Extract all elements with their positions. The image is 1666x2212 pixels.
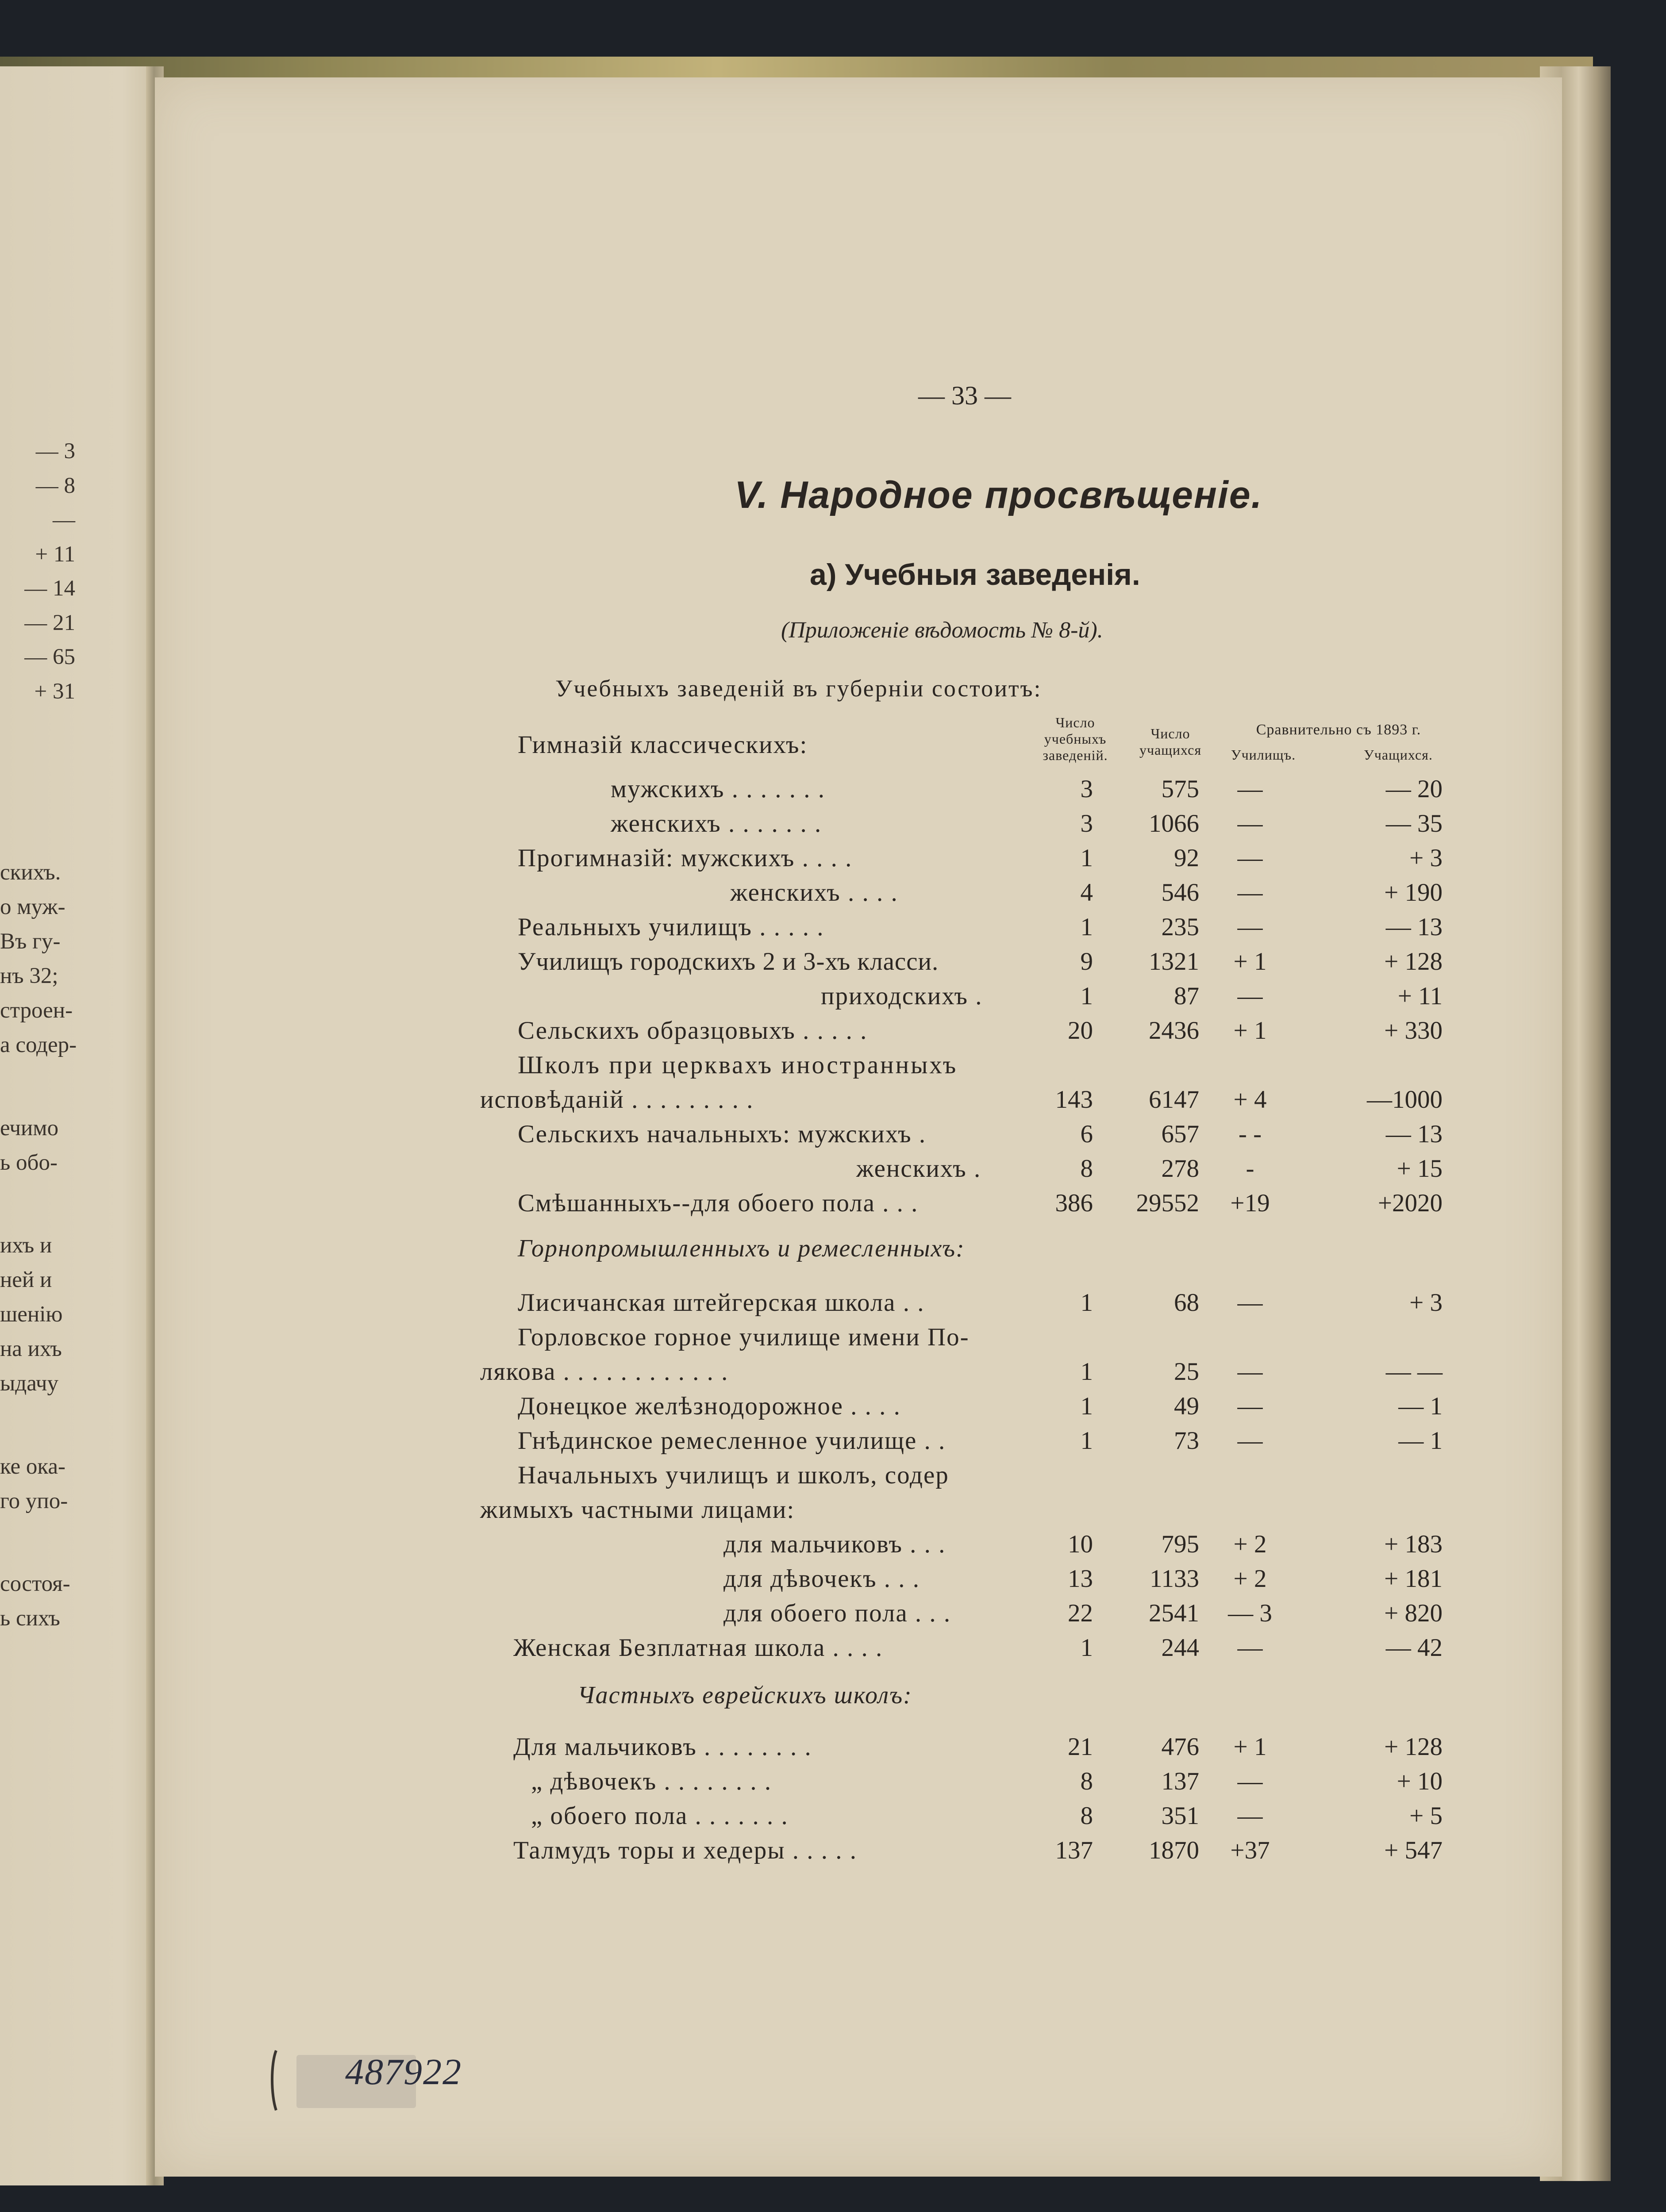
row-label: для дѣвочекъ . . .: [723, 1565, 920, 1593]
table-row: [0, 1562, 1666, 1596]
value-compare-students: + 3: [1409, 844, 1443, 872]
value-institutions: 8: [1080, 1155, 1093, 1183]
value-institutions: 22: [1068, 1599, 1093, 1627]
value-compare-institutions: —: [1237, 879, 1263, 906]
value-institutions: 1: [1080, 1634, 1093, 1662]
value-compare-students: + 5: [1409, 1802, 1443, 1830]
section-heading-jewish: Частныхъ еврейскихъ школъ:: [577, 1682, 912, 1709]
left-fragment: скихъ.: [0, 860, 61, 885]
subsection-title: а) Учебныя заведенія.: [810, 558, 1140, 591]
row-label: Гимназій классическихъ:: [518, 731, 808, 759]
row-label: жимыхъ частными лицами:: [480, 1496, 795, 1524]
value-students: 278: [1161, 1155, 1199, 1183]
value-institutions: 6: [1080, 1120, 1093, 1148]
row-label: мужскихъ . . . . . . .: [611, 775, 825, 803]
left-number: — 65: [24, 645, 75, 669]
value-institutions: 1: [1080, 1392, 1093, 1420]
table-row: [0, 806, 1666, 841]
table-row: [0, 1596, 1666, 1631]
table-row: [0, 1527, 1666, 1562]
value-students: 1321: [1149, 948, 1199, 975]
value-institutions: 386: [1055, 1189, 1093, 1217]
row-label: женскихъ . . . . . . .: [611, 810, 822, 837]
left-fragment: строен-: [0, 998, 73, 1023]
column-header-comparison-inst: Училищъ.: [1231, 747, 1296, 763]
row-label: Гнѣдинское ремесленное училище . .: [518, 1427, 946, 1455]
row-label: Реальныхъ училищъ . . . . .: [518, 913, 824, 941]
table-row: [0, 1730, 1666, 1764]
value-compare-institutions: -: [1246, 1155, 1254, 1183]
left-number: + 11: [35, 542, 75, 567]
value-students: 87: [1174, 982, 1199, 1010]
value-students: 25: [1174, 1358, 1199, 1386]
value-students: 6147: [1149, 1086, 1199, 1114]
page-number: — 33 —: [918, 381, 1011, 410]
value-compare-students: + 183: [1384, 1530, 1443, 1558]
value-compare-students: + 128: [1384, 948, 1443, 975]
table-row: [0, 1286, 1666, 1320]
left-fragment: ыдачу: [0, 1371, 58, 1396]
value-compare-institutions: —: [1237, 810, 1263, 837]
value-compare-institutions: + 2: [1233, 1565, 1267, 1593]
left-number: — 3: [35, 439, 75, 464]
left-fragment: го упо-: [0, 1489, 68, 1513]
row-label: Сельскихъ начальныхъ: мужскихъ .: [518, 1120, 927, 1148]
value-students: 1066: [1149, 810, 1199, 837]
left-number: — 8: [35, 473, 75, 498]
table-row: [0, 1764, 1666, 1799]
value-students: 137: [1161, 1767, 1199, 1795]
left-fragment: ке ока-: [0, 1454, 66, 1479]
table-row: [0, 1152, 1666, 1186]
value-compare-students: + 190: [1384, 879, 1443, 906]
value-students: 73: [1174, 1427, 1199, 1455]
table-row: [0, 1493, 1666, 1527]
value-compare-students: — 35: [1385, 810, 1443, 837]
value-compare-students: + 128: [1384, 1733, 1443, 1761]
table-row: [0, 1833, 1666, 1868]
column-header-institutions: Число учебныхъ заведеній.: [1043, 714, 1108, 763]
table-row: [0, 728, 1666, 762]
table-row: [0, 841, 1666, 876]
table-row: [0, 979, 1666, 1014]
left-fragment: нъ 32;: [0, 964, 58, 988]
value-compare-institutions: —: [1237, 982, 1263, 1010]
value-compare-institutions: —: [1237, 1392, 1263, 1420]
value-students: 546: [1161, 879, 1199, 906]
value-compare-students: — 20: [1385, 775, 1443, 803]
left-fragment: ней и: [0, 1267, 52, 1292]
row-label: для обоего пола . . .: [723, 1599, 951, 1627]
row-label: лякова . . . . . . . . . . . .: [480, 1358, 729, 1386]
value-students: 235: [1161, 913, 1199, 941]
value-institutions: 1: [1080, 1427, 1093, 1455]
value-compare-students: + 181: [1384, 1565, 1443, 1593]
value-institutions: 21: [1068, 1733, 1093, 1761]
stamp-number: 487922: [345, 2051, 462, 2093]
row-label: Училищъ городскихъ 2 и 3-хъ класси.: [518, 948, 939, 975]
value-compare-students: + 15: [1397, 1155, 1443, 1183]
value-students: 2541: [1149, 1599, 1199, 1627]
value-institutions: 1: [1080, 844, 1093, 872]
row-label: приходскихъ .: [821, 982, 983, 1010]
value-students: 2436: [1149, 1017, 1199, 1045]
column-header-comparison: Сравнительно съ 1893 г.: [1256, 722, 1421, 738]
value-institutions: 1: [1080, 982, 1093, 1010]
value-compare-institutions: + 1: [1233, 948, 1267, 975]
value-institutions: 9: [1080, 948, 1093, 975]
value-institutions: 143: [1055, 1086, 1093, 1114]
stamp-bracket: [270, 2046, 279, 2112]
value-students: 657: [1161, 1120, 1199, 1148]
value-institutions: 3: [1080, 775, 1093, 803]
value-students: 49: [1174, 1392, 1199, 1420]
left-fragment: ь обо-: [0, 1150, 58, 1175]
value-students: 1133: [1150, 1565, 1199, 1593]
value-students: 92: [1174, 844, 1199, 872]
left-fragment: Въ гу-: [0, 929, 61, 954]
row-label: Лисичанская штейгерская школа . .: [518, 1289, 925, 1317]
left-fragment: шенію: [0, 1302, 63, 1327]
value-compare-institutions: —: [1237, 1802, 1263, 1830]
left-fragment: ь сихъ: [0, 1606, 60, 1631]
row-label: исповѣданій . . . . . . . . .: [480, 1086, 754, 1114]
value-compare-institutions: — 3: [1228, 1599, 1272, 1627]
value-institutions: 1: [1080, 1358, 1093, 1386]
value-compare-institutions: —: [1237, 913, 1263, 941]
section-title: V. Народное просвѣщеніе.: [735, 474, 1263, 516]
table-row: [0, 1799, 1666, 1833]
value-institutions: 3: [1080, 810, 1093, 837]
value-compare-students: + 3: [1409, 1289, 1443, 1317]
row-label: Сельскихъ образцовыхъ . . . . .: [518, 1017, 868, 1045]
table-row: [0, 1048, 1666, 1083]
left-fragment: ихъ и: [0, 1233, 52, 1258]
row-label: женскихъ . . . .: [730, 879, 898, 906]
value-compare-institutions: —: [1237, 775, 1263, 803]
value-compare-students: +2020: [1377, 1189, 1443, 1217]
table-row: [0, 1117, 1666, 1152]
row-label: Прогимназій: мужскихъ . . . .: [518, 844, 853, 872]
table-row: [0, 1631, 1666, 1665]
value-students: 476: [1161, 1733, 1199, 1761]
value-students: 68: [1174, 1289, 1199, 1317]
left-fragment: а содер-: [0, 1033, 77, 1057]
value-compare-students: — 13: [1385, 1120, 1443, 1148]
value-students: 575: [1161, 775, 1199, 803]
value-students: 351: [1161, 1802, 1199, 1830]
value-compare-students: — 13: [1385, 913, 1443, 941]
section-heading-mining: Горнопромышленныхъ и ремесленныхъ:: [518, 1235, 965, 1262]
table-row: [0, 1014, 1666, 1048]
table-row: [0, 1458, 1666, 1493]
value-institutions: 4: [1080, 879, 1093, 906]
value-compare-students: + 820: [1384, 1599, 1443, 1627]
library-stamp: [270, 2046, 518, 2112]
row-label: „ дѣвочекъ . . . . . . . .: [531, 1767, 772, 1795]
value-students: 244: [1161, 1634, 1199, 1662]
value-compare-institutions: —: [1237, 1767, 1263, 1795]
left-fragment: ечимо: [0, 1116, 59, 1141]
value-institutions: 20: [1068, 1017, 1093, 1045]
table-row: [0, 1424, 1666, 1458]
value-compare-students: — 1: [1398, 1392, 1443, 1420]
table-row: [0, 910, 1666, 945]
value-compare-students: + 10: [1397, 1767, 1443, 1795]
value-compare-students: — —: [1385, 1358, 1443, 1386]
table-row: [0, 772, 1666, 806]
value-institutions: 137: [1055, 1836, 1093, 1864]
table-row: [0, 1320, 1666, 1355]
row-label: женскихъ .: [856, 1155, 981, 1183]
value-institutions: 1: [1080, 1289, 1093, 1317]
left-fragment: состоя-: [0, 1571, 70, 1596]
value-institutions: 10: [1068, 1530, 1093, 1558]
row-label: Школъ при церквахъ иностранныхъ: [518, 1051, 958, 1079]
value-institutions: 8: [1080, 1767, 1093, 1795]
left-number: — 14: [24, 576, 75, 601]
table-row: [0, 945, 1666, 979]
value-institutions: 13: [1068, 1565, 1093, 1593]
table-row: [0, 1355, 1666, 1389]
row-label: Талмудъ торы и хедеры . . . . .: [513, 1836, 858, 1864]
value-students: 795: [1161, 1530, 1199, 1558]
row-label: „ обоего пола . . . . . . .: [531, 1802, 789, 1830]
value-students: 1870: [1149, 1836, 1199, 1864]
value-compare-institutions: + 1: [1233, 1017, 1267, 1045]
row-label: Для мальчиковъ . . . . . . . .: [513, 1733, 812, 1761]
value-compare-institutions: - -: [1238, 1120, 1262, 1148]
row-label: Донецкое желѣзнодорожное . . . .: [518, 1392, 901, 1420]
value-compare-institutions: —: [1237, 1634, 1263, 1662]
left-number: —: [53, 507, 75, 532]
row-label: Женская Безплатная школа . . . .: [513, 1634, 883, 1662]
value-compare-students: — 1: [1398, 1427, 1443, 1455]
value-compare-students: + 330: [1384, 1017, 1443, 1045]
value-compare-institutions: + 1: [1233, 1733, 1267, 1761]
left-fragment: на ихъ: [0, 1336, 62, 1361]
left-fragment: о муж-: [0, 895, 65, 919]
table-row: [0, 876, 1666, 910]
row-label: для мальчиковъ . . .: [723, 1530, 946, 1558]
row-label: Смѣшанныхъ--для обоего пола . . .: [518, 1189, 919, 1217]
row-label: Горловское горное училище имени По-: [518, 1323, 970, 1351]
table-row: [0, 1389, 1666, 1424]
value-compare-institutions: + 4: [1233, 1086, 1267, 1114]
intro-text: Учебныхъ заведеній въ губерніи состоитъ:: [555, 675, 1042, 702]
value-compare-institutions: —: [1237, 1427, 1263, 1455]
left-number: + 31: [34, 679, 75, 704]
table-row: [0, 1186, 1666, 1221]
value-compare-students: + 547: [1384, 1836, 1443, 1864]
row-label: Начальныхъ училищъ и школъ, содер: [518, 1461, 949, 1489]
value-compare-students: — 42: [1385, 1634, 1443, 1662]
value-compare-students: + 11: [1397, 982, 1443, 1010]
value-students: 29552: [1136, 1189, 1199, 1217]
value-compare-institutions: —: [1237, 1289, 1263, 1317]
appendix-note: (Приложеніе вѣдомость № 8-й).: [781, 618, 1103, 643]
value-institutions: 1: [1080, 913, 1093, 941]
value-compare-students: —1000: [1367, 1086, 1443, 1114]
column-header-students: Число учащихся: [1139, 726, 1202, 758]
value-institutions: 8: [1080, 1802, 1093, 1830]
value-compare-institutions: —: [1237, 844, 1263, 872]
value-compare-institutions: —: [1237, 1358, 1263, 1386]
column-header-comparison-stud: Учащихся.: [1364, 747, 1433, 763]
value-compare-institutions: + 2: [1233, 1530, 1267, 1558]
value-compare-institutions: +19: [1230, 1189, 1270, 1217]
value-compare-institutions: +37: [1230, 1836, 1270, 1864]
left-number: — 21: [24, 611, 75, 635]
table-row: [0, 1083, 1666, 1117]
